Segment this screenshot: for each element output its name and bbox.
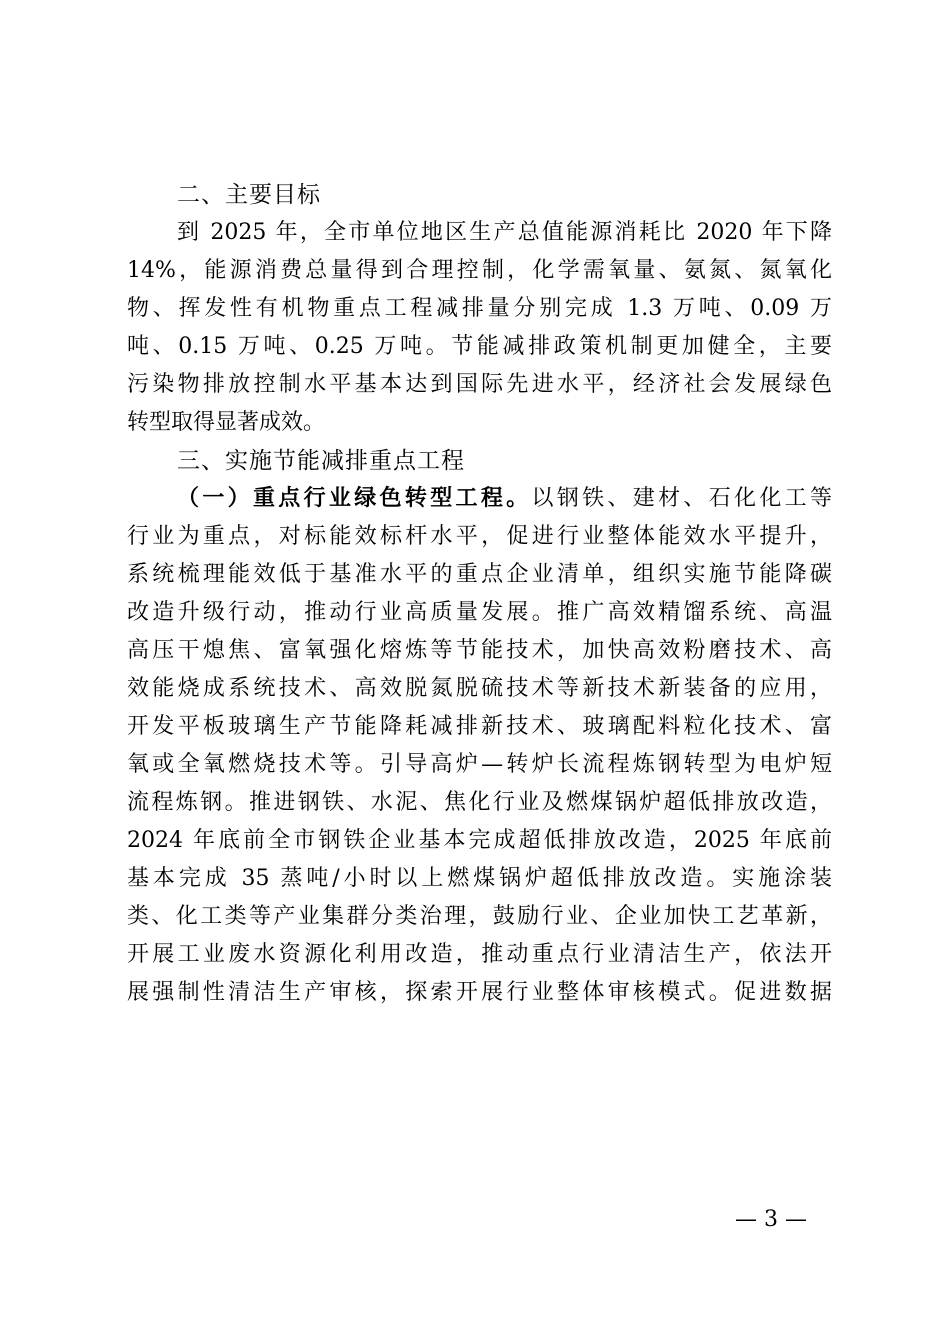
page-number: — 3 —: [735, 1207, 807, 1232]
paragraph-line: 效能烧成系统技术、高效脱氮脱硫技术等新技术新装备的应用，: [127, 676, 832, 701]
paragraph-text: 以钢铁、建材、石化化工等: [531, 486, 832, 511]
paragraph-line: 基本完成 35 蒸吨/小时以上燃煤锅炉超低排放改造。实施涂装: [127, 866, 832, 891]
paragraph-line: 改造升级行动，推动行业高质量发展。推广高效精馏系统、高温: [127, 600, 832, 625]
paragraph-line: 流程炼钢。推进钢铁、水泥、焦化行业及燃煤锅炉超低排放改造，: [127, 790, 832, 815]
paragraph-line: 展强制性清洁生产审核，探索开展行业整体审核模式。促进数据: [127, 980, 832, 1005]
paragraph-line: 系统梳理能效低于基准水平的重点企业清单，组织实施节能降碳: [127, 562, 832, 587]
section-heading-key-projects: 三、实施节能减排重点工程: [177, 448, 465, 474]
paragraph-line: 转型取得显著成效。: [127, 410, 326, 435]
paragraph-line: 2024 年底前全市钢铁企业基本完成超低排放改造，2025 年底前: [127, 828, 832, 853]
paragraph-line: 开发平板玻璃生产节能降耗减排新技术、玻璃配料粒化技术、富: [127, 714, 832, 739]
paragraph-line: 吨、0.15 万吨、0.25 万吨。节能减排政策机制更加健全，主要: [127, 334, 832, 359]
subsection-lead-text: （一）重点行业绿色转型工程。: [177, 486, 532, 511]
paragraph-line: [127, 480, 832, 518]
section-heading-main-goals: 二、主要目标: [177, 182, 321, 208]
paragraph-line: 行业为重点，对标能效标杆水平，促进行业整体能效水平提升，: [127, 524, 832, 549]
paragraph-line: 类、化工类等产业集群分类治理，鼓励行业、企业加快工艺革新，: [127, 904, 832, 929]
paragraph-line: 物、挥发性有机物重点工程减排量分别完成 1.3 万吨、0.09 万: [127, 296, 832, 321]
paragraph-line: 污染物排放控制水平基本达到国际先进水平，经济社会发展绿色: [127, 372, 832, 397]
paragraph-line: 到 2025 年，全市单位地区生产总值能源消耗比 2020 年下降: [177, 220, 832, 245]
paragraph-line: 氧或全氧燃烧技术等。引导高炉—转炉长流程炼钢转型为电炉短: [127, 752, 832, 777]
document-body: [127, 176, 832, 1012]
paragraph-line: 高压干熄焦、富氧强化熔炼等节能技术，加快高效粉磨技术、高: [127, 638, 832, 663]
paragraph-line: 14%，能源消费总量得到合理控制，化学需氧量、氨氮、氮氧化: [127, 258, 832, 283]
paragraph-line: 开展工业废水资源化利用改造，推动重点行业清洁生产，依法开: [127, 942, 832, 967]
